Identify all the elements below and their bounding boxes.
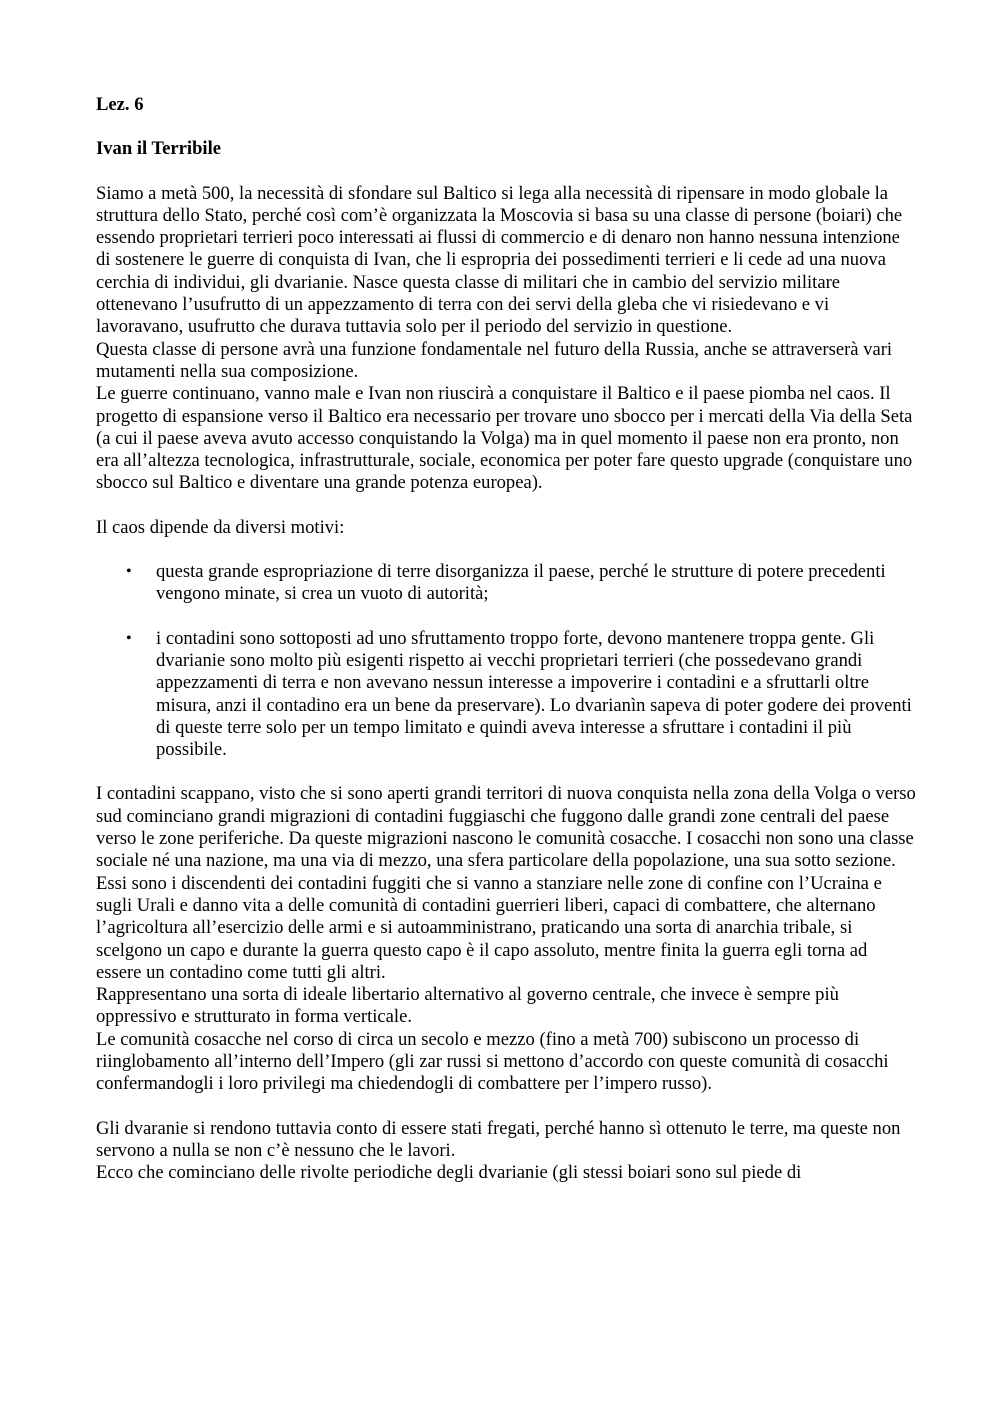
list-item-text: i contadini sono sottoposti ad uno sfruttamento troppo forte, devono mantenere troppa gente. Gli dvarianie sono molto più esigenti rispetto ai vecchi proprietari terrieri (che possedevano grandi appezzamenti di terra e non avevano nessun interesse a impoverire i contadini e a sfruttarli oltre misura, anzi il contadino era un bene da preservare). Lo dvarianìn sapeva di poter godere dei proventi di queste terre solo per un tempo limitato e quindi aveva interesse a sfruttare i contadini il più possibile.	[156, 627, 912, 761]
paragraph-libertarian: Rappresentano una sorta di ideale libertario alternativo al governo centrale, che invece è sempre più oppressivo e strutturato in forma verticale.	[96, 984, 839, 1028]
document-page	[96, 94, 916, 1184]
paragraph-intro: Siamo a metà 500, la necessità di sfondare sul Baltico si lega alla necessità di ripensare in modo globale la struttura dello Stato, perché così com’è organizzata la Moscovia si basa su una classe di persone (boiari) che essendo proprietari terrieri poco interessati ai flussi di commercio e di denaro non hanno nessuna intenzione di sostenere le guerre di conquista di Ivan, che li espropria dei possedimenti terrieri e li cede ad una nuova cerchia di individui, gli dvarianie. Nasce questa classe di militari che in cambio del servizio militare ottenevano l’usufrutto di un appezzamento di terra con dei servi della gleba che vi risiedevano e vi lavoravano, usufrutto che durava tuttavia solo per il periodo del servizio in questione.	[96, 182, 903, 338]
causes-list	[96, 561, 916, 761]
list-item	[96, 628, 916, 762]
bullet-icon: •	[126, 563, 132, 581]
list-item-text: questa grande espropriazione di terre disorganizza il paese, perché le strutture di potere precedenti vengono minate, si crea un vuoto di autorità;	[156, 561, 886, 605]
title-heading: Ivan il Terribile	[96, 138, 222, 160]
paragraph-wars: Le guerre continuano, vanno male e Ivan non riuscirà a conquistare il Baltico e il paese piomba nel caos. Il progetto di espansione verso il Baltico era necessario per trovare uno sbocco per i mercati della Via della Seta (a cui il paese aveva avuto accesso conquistando la Volga) ma in quel momento il paese non era pronto, non era all’altezza tecnologica, infrastrutturale, sociale, economica per poter fare questo upgrade (conquistare uno sbocco sul Baltico e diventare una grande potenza europea).	[96, 383, 913, 494]
lesson-heading: Lez. 6	[96, 94, 144, 115]
list-item	[96, 561, 916, 606]
paragraph-dvaranie: Gli dvaranie si rendono tuttavia conto di essere stati fregati, perché hanno sì ottenuto le terre, ma queste non servono a nulla se non c’è nessuno che le lavori.	[96, 1117, 901, 1161]
paragraph-cossack-communities: Le comunità cosacche nel corso di circa un secolo e mezzo (fino a metà 700) subiscono un processo di riinglobamento all’interno dell’Impero (gli zar russi si mettono d’accordo con queste comunità di cosacchi confermandogli i loro privilegi ma chiedendogli di combattere per l’impero russo).	[96, 1028, 889, 1095]
causes-intro: Il caos dipende da diversi motivi:	[96, 516, 345, 538]
paragraph-peasants: I contadini scappano, visto che si sono aperti grandi territori di nuova conquista nella zona della Volga o verso sud cominciano grandi migrazioni di contadini fuggiaschi che fuggono dalle grandi zone centrali del paese verso le zone periferiche. Da queste migrazioni nascono le comunità cosacche. I cosacchi non sono una classe sociale né una nazione, ma una via di mezzo, una sfera particolare della popolazione, una sua sotto sezione. Essi sono i discendenti dei contadini fuggiti che si vanno a stanziare nelle zone di confine con l’Ucraina e sugli Urali e danno vita a delle comunità di contadini guerrieri liberi, capaci di combattere, che alternano l’agricoltura all’esercizio delle armi e si autoamministrano, praticando una sorta di anarchia tribale, si scelgono un capo e durante la guerra questo capo è il capo assoluto, mentre finita la guerra egli torna ad essere un contadino come tutti gli altri.	[96, 783, 916, 983]
bullet-icon: •	[126, 629, 132, 647]
paragraph-class-role: Questa classe di persone avrà una funzione fondamentale nel futuro della Russia, anche se attraverserà vari mutamenti nella sua composizione.	[96, 338, 893, 382]
paragraph-revolts: Ecco che cominciano delle rivolte periodiche degli dvarianie (gli stessi boiari sono sul piede di	[96, 1162, 802, 1184]
